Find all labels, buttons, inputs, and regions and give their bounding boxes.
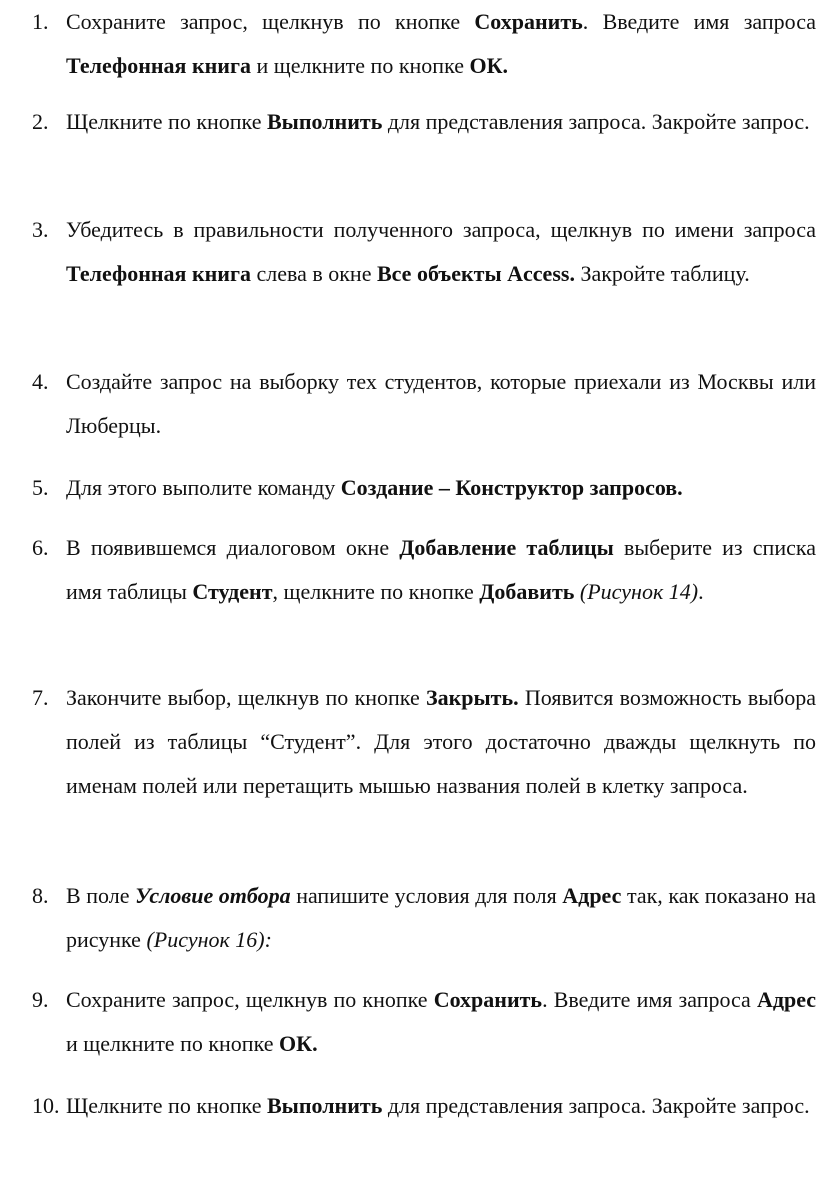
item-number: 3.: [32, 217, 49, 242]
item-text: [66, 1084, 816, 1128]
bold-term: Выполнить: [266, 109, 383, 134]
item-number: 10.: [32, 1093, 60, 1118]
text-run: Щелкните по кнопке: [66, 1093, 267, 1118]
text-run: напишите условия для поля: [290, 883, 563, 908]
bold-term: Телефонная книга: [66, 53, 251, 78]
text-run: В поле: [66, 883, 136, 908]
item-number: 9.: [32, 987, 49, 1012]
item-text: [66, 676, 816, 808]
text-run: выберите из списка имя таблицы: [66, 535, 816, 604]
list-item: [32, 526, 816, 614]
text-run: Закончите выбор, щелкнув по кнопке: [66, 685, 426, 710]
list-item: [32, 466, 816, 510]
bold-term: Сохранить: [433, 987, 543, 1012]
list-item: [32, 360, 816, 448]
text-run: .: [698, 579, 704, 604]
figure-reference: (Рисунок 14): [579, 579, 699, 604]
text-run: . Введите имя запроса: [582, 9, 816, 34]
item-text: [66, 466, 816, 510]
bold-term: Все объекты Access.: [376, 261, 575, 286]
bold-term: Закрыть.: [425, 685, 519, 710]
list-item: [32, 978, 816, 1066]
item-number: 4.: [32, 369, 49, 394]
bold-term: Адрес: [756, 987, 816, 1012]
item-number: 8.: [32, 883, 49, 908]
text-run: Создайте запрос на выборку тех студентов, которые приехали из Москвы или Люберцы.: [66, 369, 816, 438]
text-run: и щелкните по кнопке: [250, 53, 470, 78]
text-run: так, как показано на рисунке: [66, 883, 816, 952]
text-run: для представления запроса. Закройте запрос.: [382, 1093, 810, 1118]
bold-term: ОК.: [469, 53, 509, 78]
text-run: Для этого выполите команду: [66, 475, 341, 500]
bold-term: Создание – Конструктор запросов.: [340, 475, 683, 500]
text-run: Щелкните по кнопке: [66, 109, 267, 134]
figure-reference: (Рисунок 16):: [146, 927, 272, 952]
text-run: Сохраните запрос, щелкнув по кнопке: [66, 9, 475, 34]
text-run: . Введите имя запроса: [542, 987, 757, 1012]
item-text: [66, 526, 816, 614]
item-number: 6.: [32, 535, 49, 560]
item-text: [66, 0, 816, 88]
item-number: 7.: [32, 685, 49, 710]
bold-italic-term: Условие отбора: [135, 883, 291, 908]
bold-term: Телефонная книга: [66, 261, 251, 286]
bold-term: Добавление таблицы: [399, 535, 614, 560]
text-run: и щелкните по кнопке: [66, 1031, 279, 1056]
list-item: [32, 874, 816, 962]
text-run: Сохраните запрос, щелкнув по кнопке: [66, 987, 434, 1012]
bold-term: Сохранить: [474, 9, 583, 34]
text-run: слева в окне: [250, 261, 377, 286]
bold-term: Выполнить: [266, 1093, 383, 1118]
item-number: 2.: [32, 109, 49, 134]
list-item: [32, 208, 816, 296]
text-run: В появившемся диалоговом окне: [66, 535, 400, 560]
item-text: [66, 100, 816, 144]
bold-term: ОК.: [279, 1031, 318, 1056]
item-number: 1.: [32, 9, 49, 34]
text-run: Закройте таблицу.: [574, 261, 750, 286]
list-item: [32, 100, 816, 144]
bold-term: Добавить: [479, 579, 575, 604]
text-run: для представления запроса. Закройте запрос.: [382, 109, 810, 134]
text-run: , щелкните по кнопке: [272, 579, 480, 604]
text-run: Убедитесь в правильности полученного запроса, щелкнув по имени запроса: [66, 217, 816, 242]
item-text: [66, 208, 816, 296]
list-item: [32, 1084, 816, 1128]
item-text: [66, 978, 816, 1066]
item-text: [66, 874, 816, 962]
item-number: 5.: [32, 475, 49, 500]
item-text: [66, 360, 816, 448]
text-run: Появится возможность выбора полей из таблицы “Студент”. Для этого достаточно дважды щелкнуть по именам полей или перетащить мышью названия полей в клетку запроса.: [66, 685, 816, 798]
list-item: [32, 0, 816, 88]
bold-term: Адрес: [562, 883, 622, 908]
list-item: [32, 676, 816, 808]
bold-term: Студент: [192, 579, 273, 604]
